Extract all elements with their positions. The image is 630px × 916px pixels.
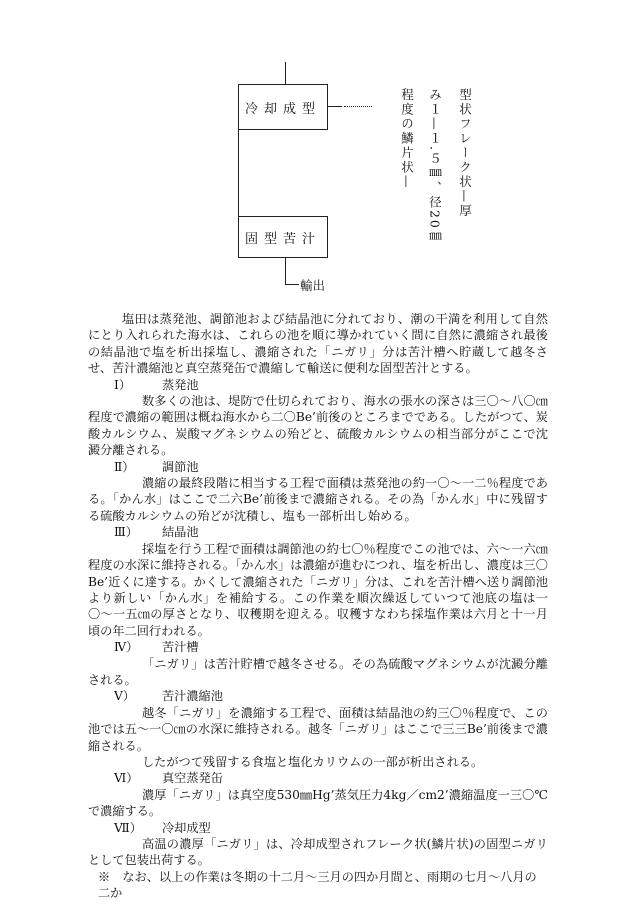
note-line (88, 869, 548, 902)
section-1-title: 蒸発池 (162, 377, 199, 392)
section-3 (88, 524, 548, 540)
section-2-number: Ⅱ） (114, 459, 135, 474)
annotation-col-3: 程度の鱗片状— (399, 88, 415, 190)
output-label: 輸出 (300, 278, 326, 293)
section-1-text: 数多くの池は、堤防で仕切られており、海水の張水の深さは三〇〜八〇㎝程度で濃縮の範囲は概ね海水から二〇Be’前後のところまでである。したがつて、炭酸カルシウム、炭酸マグネシウムの殆どと、硫酸カルシウムの相当部分がここで沈澱分離される。 (88, 394, 548, 458)
section-4 (88, 639, 548, 655)
section-7-title: 冷却成型 (162, 820, 211, 835)
section-5-text: 越冬「ニガリ」を濃縮する工程で、面積は結晶池の約三〇％程度で、この池では五〜一〇㎝の水深に維持される。越冬「ニガリ」はここで三三Be’前後まで濃縮される。 (88, 705, 548, 753)
section-6-text: 濃厚「ニガリ」は真空度530㎜Hg’蒸気圧力4kg／cm2’濃縮温度一三〇℃で濃縮する。 (88, 787, 548, 819)
output-line (285, 284, 299, 285)
section-1-number: Ⅰ） (114, 377, 132, 392)
flow-line-output (285, 258, 286, 284)
annotation-col-2: み１—１.５㎜、径20㎜ (427, 88, 443, 245)
section-4-number: Ⅳ） (114, 640, 139, 655)
flow-line-top (285, 62, 286, 84)
box-solid-label: 固型苦汁 (244, 231, 321, 247)
box-cooling-label: 冷却成型 (244, 101, 321, 117)
flow-line-left (238, 130, 239, 220)
intro-paragraph: 塩田は蒸発池、調節池および結晶池に分れており、潮の干満を利用して自然にとり入れられた海水は、これらの池を順に導かれていく間に自然に濃縮され最後の結晶池で塩を析出採塩し、濃縮された「ニガリ」分は苦汁槽へ貯蔵して越冬させ、苦汁濃縮池と真空蒸発缶で濃縮して輸送に便利な固型苦汁とする。 (88, 312, 548, 376)
section-3-text: 採塩を行う工程で面積は調節池の約七〇％程度でこの池では、六〜一六㎝程度の水深に維持される。「かん水」は濃縮が進むにつれ、塩を析出し、濃度は三〇Be’近くに達する。かくして濃縮された「ニガリ」分は、これを苦汁槽へ送り調節池より新しい「かん水」を補給する。この作業を順次繰返していつて池底の塩は一〇〜一五㎝の厚さとなり、収穫期を迎える。収穫すなわち採塩作業は六月と十一月頃の年二回行われる。 (88, 541, 548, 638)
section-7 (88, 820, 548, 836)
section-5-text-2: したがつて残留する食塩と塩化カリウムの一部が析出される。 (142, 754, 484, 769)
connector-line (328, 106, 342, 107)
section-6-title: 真空蒸発缶 (162, 771, 223, 786)
section-1 (88, 377, 548, 393)
body-text (88, 311, 548, 902)
section-7-text: 高温の濃厚「ニガリ」は、冷却成型されフレーク状(鱗片状)の固型ニガリとして包装出荷する。 (88, 837, 548, 868)
note-text: なお、以上の作業は冬期の十二月〜三月の四か月間と、雨期の七月〜八月の二か (98, 869, 537, 901)
annotation-col-1: 型状フレーク状—厚 (457, 88, 473, 219)
section-5-number: Ⅴ） (114, 689, 135, 704)
section-3-title: 結晶池 (162, 525, 199, 540)
section-4-text: 「ニガリ」は苦汁貯槽で越冬させる。その為硫酸マグネシウムが沈澱分離される。 (88, 656, 548, 687)
box-solid-bittern (238, 216, 328, 258)
section-4-title: 苦汁槽 (162, 640, 199, 655)
dotted-leader (344, 106, 372, 107)
section-2-text: 濃縮の最終段階に相当する工程で面積は蒸発池の約一〇〜一二％程度である。「かん水」はここで二六Be’前後まで濃縮される。その為「かん水」中に残留する硫酸カルシウムの殆どが沈積し、塩も一部析出し始める。 (88, 476, 548, 523)
section-2-title: 調節池 (162, 459, 199, 474)
section-6 (88, 770, 548, 786)
section-2 (88, 459, 548, 475)
box-cooling-molding (238, 84, 328, 130)
note-mark: ※ (98, 869, 111, 884)
section-3-number: Ⅲ） (114, 525, 138, 540)
section-5-title: 苦汁濃縮池 (162, 689, 223, 704)
section-6-number: Ⅵ） (114, 771, 139, 786)
section-7-number: Ⅶ） (114, 820, 142, 835)
section-5 (88, 688, 548, 704)
